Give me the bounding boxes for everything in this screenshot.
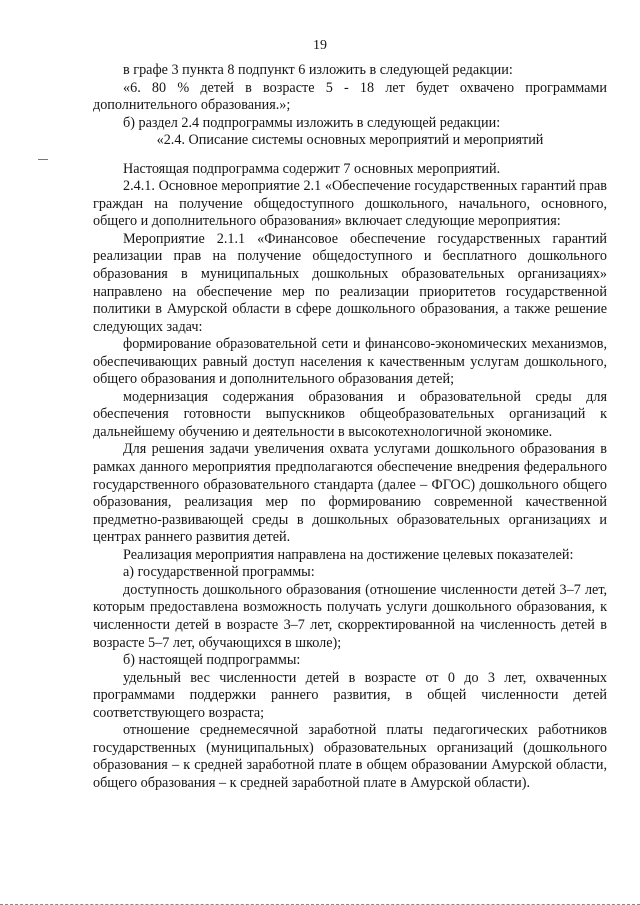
page-number: 19 xyxy=(313,38,327,53)
paragraph: удельный вес численности детей в возрасте от 0 до 3 лет, охваченных программами поддержки раннего развития, в общей численности детей соответствующего возраста; xyxy=(93,669,607,721)
paragraph: Для решения задачи увеличения охвата услугами дошкольного образования в рамках данного мероприятия предполагаются обеспечение внедрения федерального государственного образовательного стандарта (далее – ФГОС) дошкольного общего образования, реализация мер по формированию современной качественной предметно-развивающей среды в дошкольных образовательных организациях и центрах раннего развития детей. xyxy=(93,441,607,546)
document-body xyxy=(93,62,607,792)
section-heading: «2.4. Описание системы основных мероприятий и мероприятий xyxy=(156,132,544,149)
page-bottom-edge xyxy=(0,901,640,905)
paragraph: а) государственной программы: xyxy=(123,564,315,581)
paragraph: Настоящая подпрограмма содержит 7 основных мероприятий. xyxy=(123,160,501,177)
paragraph: Реализация мероприятия направлена на достижение целевых показателей: xyxy=(123,546,574,563)
paragraph: Мероприятие 2.1.1 «Финансовое обеспечение государственных гарантий реализации прав на получение общедоступного и бесплатного дошкольного образования в муниципальных дошкольных образовательных организациях» направлено на обеспечение мер по реализации приоритетов государственной политики в Амурской области в сфере дошкольного образования, а также решение следующих задач: xyxy=(93,230,607,335)
paragraph: в графе 3 пункта 8 подпункт 6 изложить в следующей редакции: xyxy=(123,62,513,78)
margin-mark xyxy=(38,159,48,160)
paragraph: «6. 80 % детей в возрасте 5 - 18 лет будет охвачено программами дополнительного образования.»; xyxy=(93,79,607,114)
paragraph: модернизация содержания образования и образовательной среды для обеспечения готовности выпускников общеобразовательных организаций к дальнейшему обучению и деятельности в высокотехнологичной экономике. xyxy=(93,388,607,440)
paragraph: доступность дошкольного образования (отношение численности детей 3–7 лет, которым предоставлена возможность получать услуги дошкольного образования, к численности детей в возрасте 3–7 лет, скорректированной на численность детей в возрасте 5–7 лет, обучающихся в школе); xyxy=(93,581,607,651)
paragraph: 2.4.1. Основное мероприятие 2.1 «Обеспечение государственных гарантий прав граждан на получение общедоступного дошкольного, начального, основного, общего и дополнительного образования» включает следующие мероприятия: xyxy=(93,178,607,230)
paragraph: б) раздел 2.4 подпрограммы изложить в следующей редакции: xyxy=(123,114,501,131)
paragraph: формирование образовательной сети и финансово-экономических механизмов, обеспечивающих равный доступ населения к качественным услугам дошкольного, общего образования и дополнительного образования детей; xyxy=(93,336,607,388)
paragraph: отношение среднемесячной заработной платы педагогических работников государственных (муниципальных) образовательных организаций (дошкольного образования – к средней заработной плате в общем образовании Амурской области, общего образования – к средней заработной плате в Амурской области). xyxy=(93,722,607,791)
paragraph: б) настоящей подпрограммы: xyxy=(123,652,301,669)
